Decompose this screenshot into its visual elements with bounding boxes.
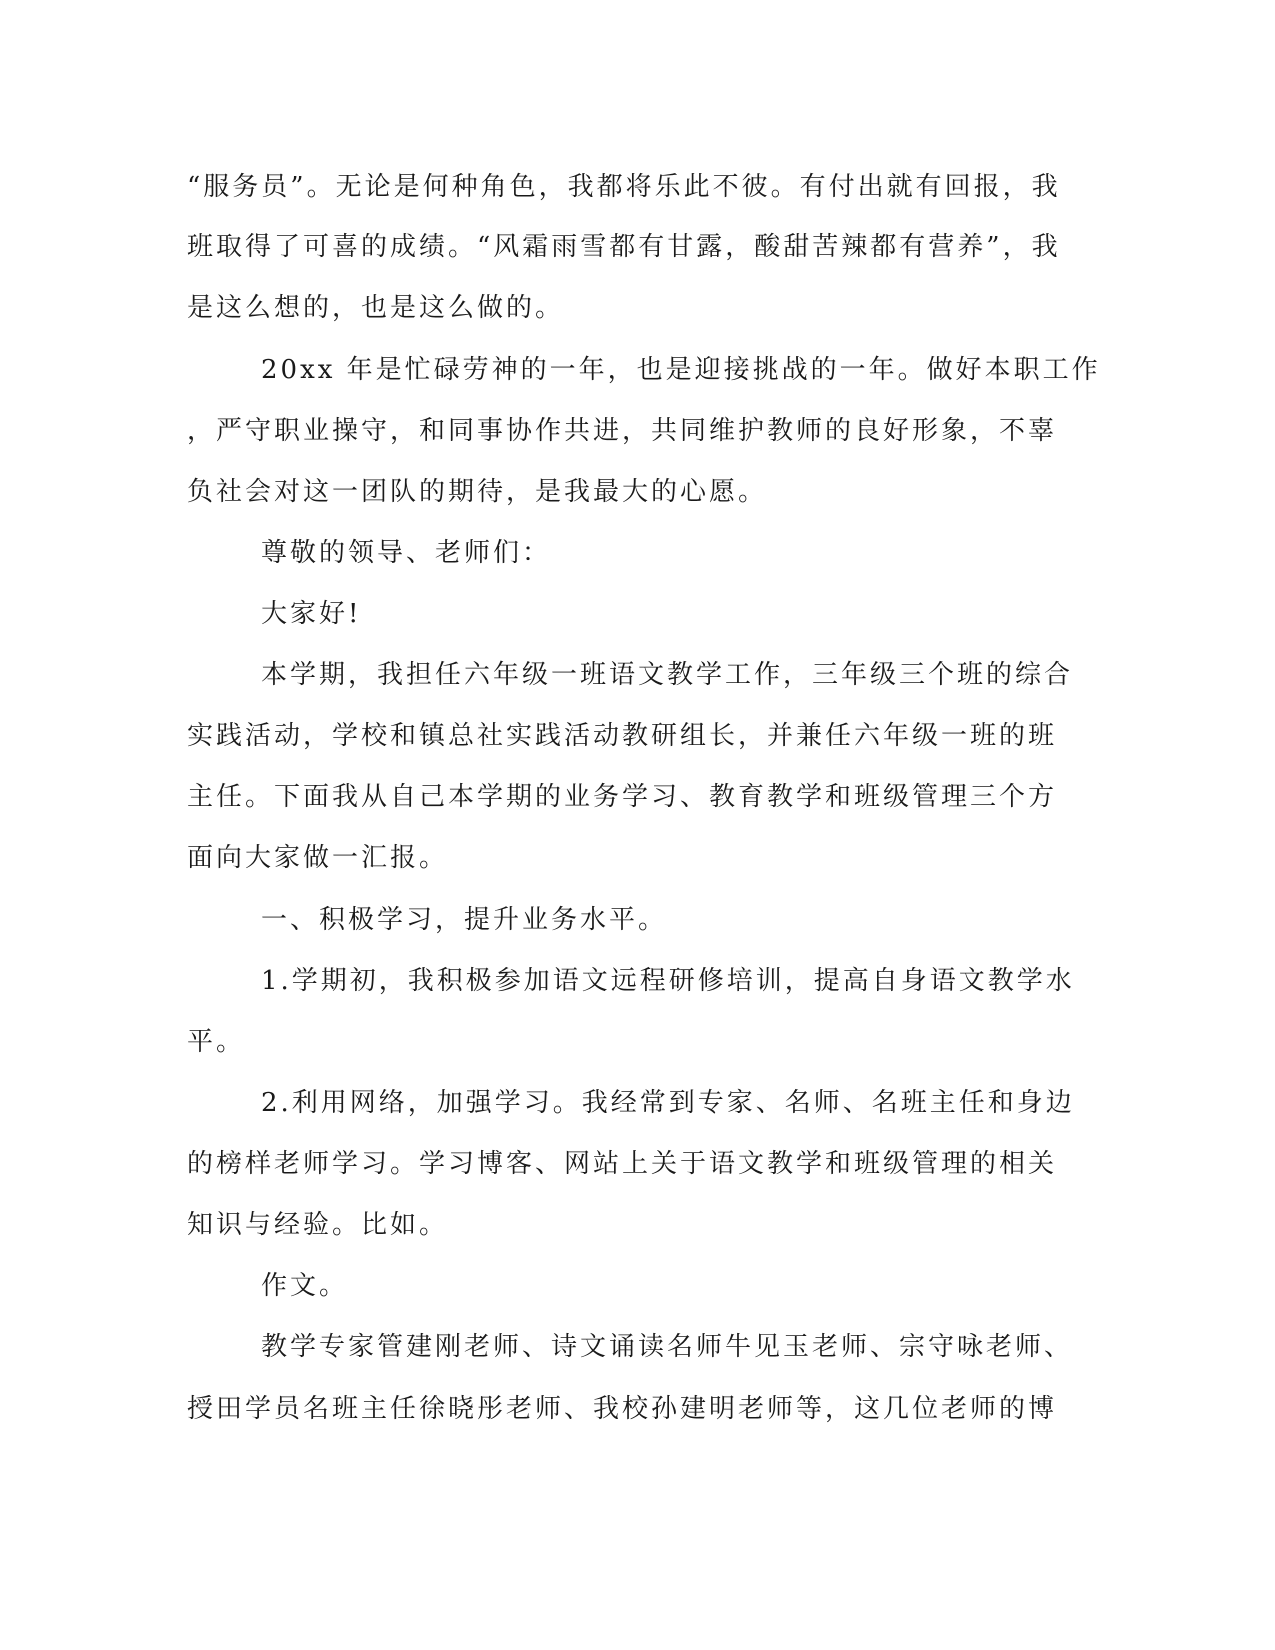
paragraph-start-line: 1.学期初，我积极参加语文远程研修培训，提高自身语文教学水: [261, 966, 1075, 996]
section-heading: 一、积极学习，提升业务水平。: [261, 905, 668, 935]
text-line: 的榜样老师学习。学习博客、网站上关于语文教学和班级管理的相关: [187, 1149, 1058, 1179]
text-line: 知识与经验。比如。: [187, 1210, 449, 1240]
paragraph-start-line: 教学专家管建刚老师、诗文诵读名师牛见玉老师、宗守咏老师、: [261, 1332, 1074, 1362]
text-line: 授田学员名班主任徐晓彤老师、我校孙建明老师等，这几位老师的博: [187, 1394, 1058, 1424]
text-line: 是这么想的，也是这么做的。: [187, 293, 565, 323]
text-line: 面向大家做一汇报。: [187, 843, 449, 873]
text-line: ，严守职业操守，和同事协作共进，共同维护教师的良好形象，不辜: [187, 416, 1058, 446]
text-line: 班取得了可喜的成绩。“风霜雨雪都有甘露，酸甜苦辣都有营养”，我: [187, 232, 1061, 262]
paragraph-start-line: 作文。: [261, 1271, 349, 1301]
paragraph-start-line: 20xx 年是忙碌劳神的一年，也是迎接挑战的一年。做好本职工作: [261, 355, 1101, 385]
paragraph-start-line: 本学期，我担任六年级一班语文教学工作，三年级三个班的综合: [261, 660, 1074, 690]
text-line: 平。: [187, 1027, 246, 1057]
paragraph-start-line: 2.利用网络，加强学习。我经常到专家、名师、名班主任和身边: [261, 1088, 1075, 1118]
salutation-line: 尊敬的领导、老师们：: [261, 538, 552, 568]
text-line: 主任。下面我从自己本学期的业务学习、教育教学和班级管理三个方: [187, 782, 1058, 812]
text-line: “服务员”。无论是何种角色，我都将乐此不彼。有付出就有回报，我: [187, 172, 1061, 202]
text-line: 负社会对这一团队的期待，是我最大的心愿。: [187, 477, 768, 507]
text-line: 实践活动，学校和镇总社实践活动教研组长，并兼任六年级一班的班: [187, 721, 1058, 751]
greeting-line: 大家好!: [261, 599, 362, 629]
